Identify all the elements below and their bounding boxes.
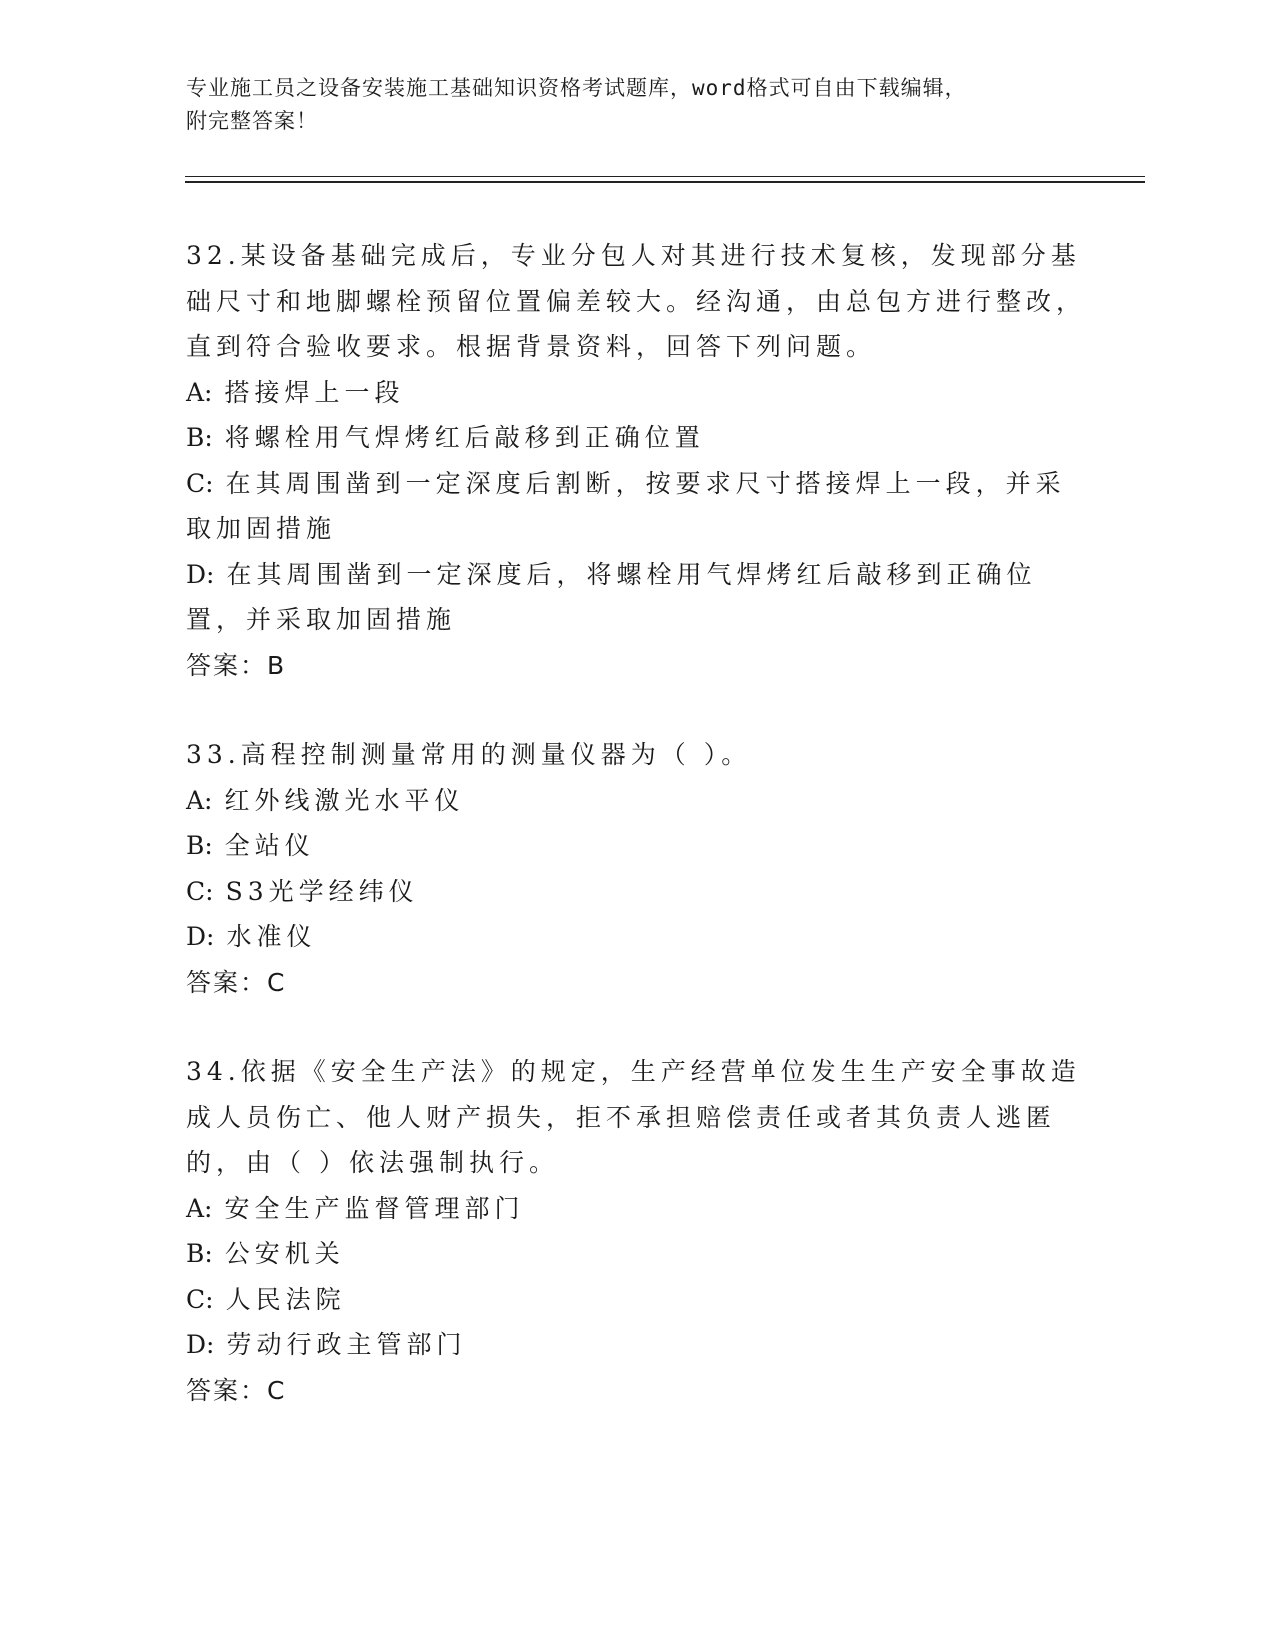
option-text: 水准仪 [226,922,317,951]
option-label: A: [186,785,213,815]
answer: 答案：C [186,967,287,997]
option-label: B: [186,831,213,860]
question-stem: 33.高程控制测量常用的测量仪器为（ ）。 [186,740,752,769]
option-c [186,869,1086,915]
option-text: 搭接焊上一段 [224,377,405,407]
option-label: C: [186,1284,214,1314]
option-text: 公安机关 [224,1239,345,1268]
option-text: 全站仪 [224,831,315,860]
option-d [186,552,1086,643]
question-34 [186,1049,1086,1413]
option-d [186,914,1086,960]
option-text: 劳动行政主管部门 [226,1330,467,1359]
option-label: A: [186,1193,213,1223]
option-c [186,461,1086,552]
option-text: 安全生产监督管理部门 [224,1193,525,1223]
header-line-2: 附完整答案！ [186,109,318,133]
option-label: D: [186,559,215,589]
option-label: C: [186,876,214,906]
option-a [186,370,1086,416]
option-b [186,1231,1086,1277]
option-b [186,415,1086,461]
option-a [186,1186,1086,1232]
header-line-1: 专业施工员之设备安装施工基础知识资格考试题库，word格式可自由下载编辑， [186,76,967,100]
option-text: 在其周围凿到一定深度后，将螺栓用气焊烤红后敲移到正确位置，并采取加固措施 [186,559,1037,634]
question-stem: 34.依据《安全生产法》的规定，生产经营单位发生生产安全事故造成人员伤亡、他人财产损失，拒不承担赔偿责任或者其负责人逃匿的，由（ ）依法强制执行。 [186,1057,1081,1177]
option-label: B: [186,423,213,452]
option-text: 人民法院 [225,1284,346,1314]
option-d [186,1322,1086,1368]
option-a [186,778,1086,824]
question-33 [186,732,1086,1005]
answer: 答案：C [186,1375,287,1405]
option-text: 将螺栓用气焊烤红后敲移到正确位置 [224,423,705,452]
option-c [186,1277,1086,1323]
option-label: B: [186,1239,213,1268]
option-label: D: [186,1330,215,1359]
question-list [186,233,1086,1457]
header-rule-thick [185,181,1145,183]
option-label: D: [186,922,215,951]
option-text: 红外线激光水平仪 [224,785,465,815]
question-stem: 32.某设备基础完成后，专业分包人对其进行技术复核，发现部分基础尺寸和地脚螺栓预留位置偏差较大。经沟通，由总包方进行整改，直到符合验收要求。根据背景资料，回答下列问题。 [186,241,1087,361]
header-rule-thin [185,176,1145,177]
document-header [186,72,1086,138]
answer: 答案：B [186,650,287,680]
option-b [186,823,1086,869]
option-label: C: [186,468,214,498]
question-32 [186,233,1086,688]
option-text: S3光学经纬仪 [225,876,419,906]
option-text: 在其周围凿到一定深度后割断，按要求尺寸搭接焊上一段，并采取加固措施 [186,468,1066,543]
option-label: A: [186,377,213,407]
